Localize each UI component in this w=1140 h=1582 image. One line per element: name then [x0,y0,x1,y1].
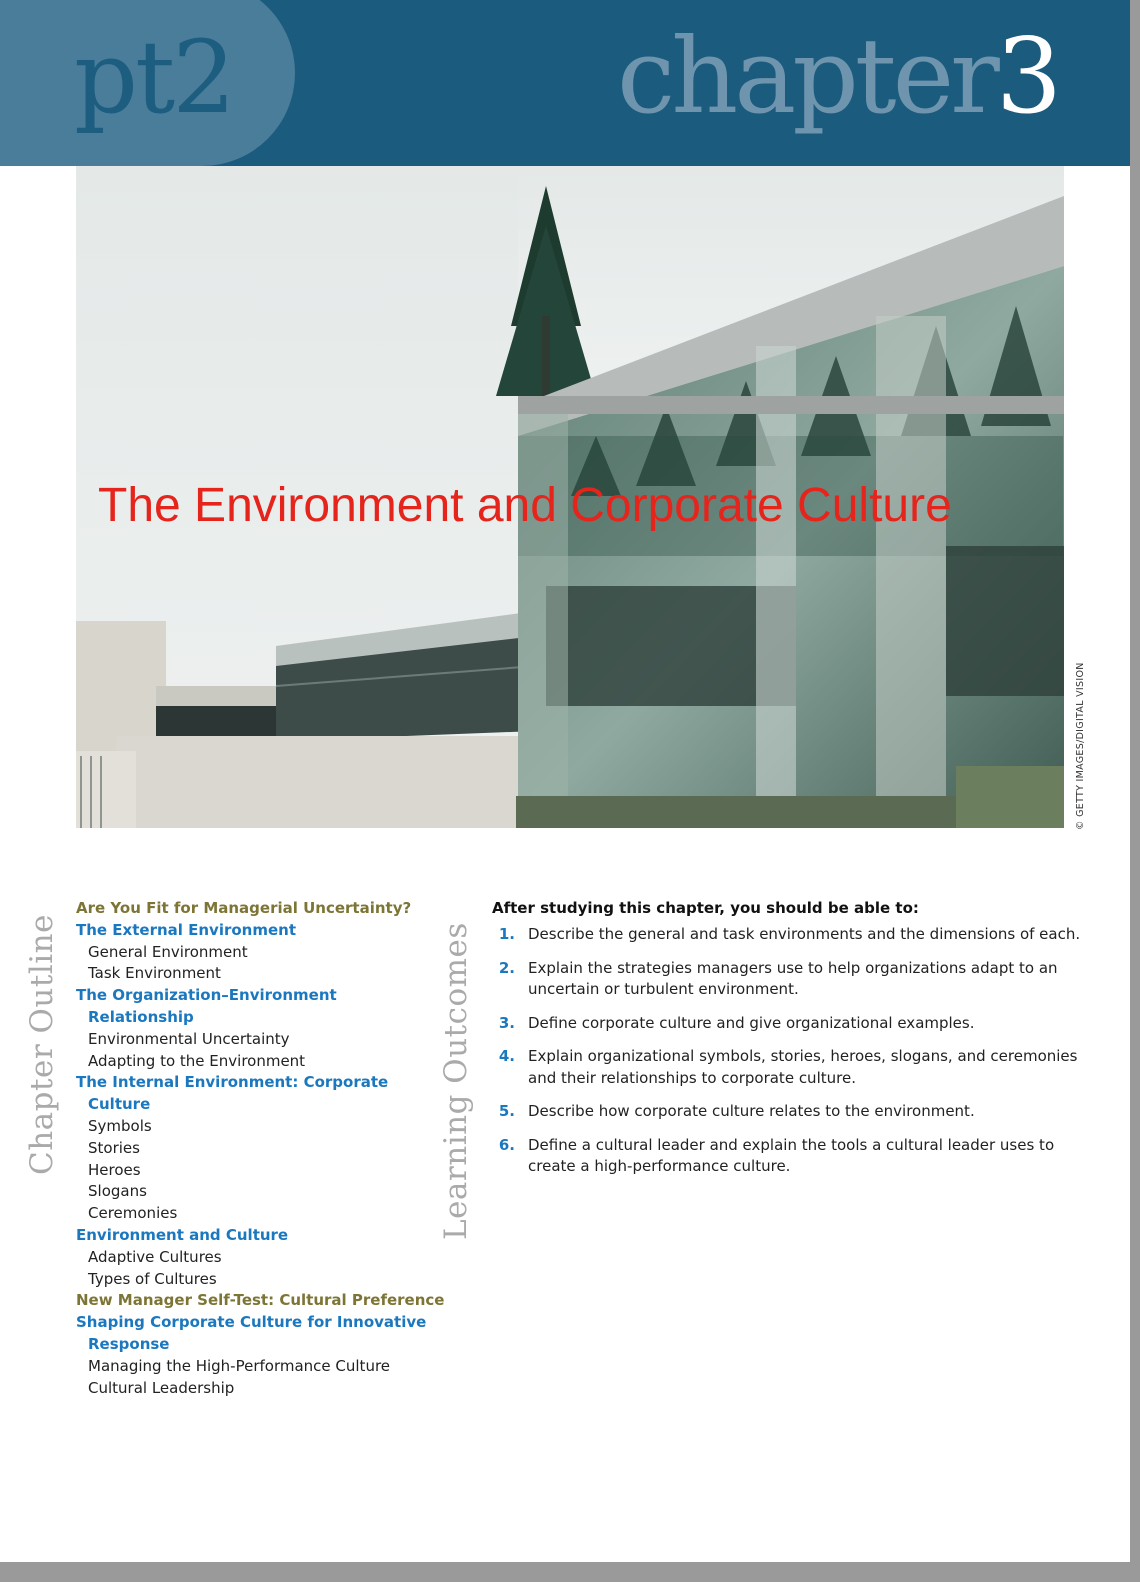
learning-outcomes-label: Learning Outcomes [438,922,474,1240]
learning-outcome-item [492,1013,1092,1035]
chapter-heading [616,15,1058,137]
outline-item: Types of Cultures [88,1269,217,1288]
cover-photo [76,166,1064,828]
outline-item: Ceremonies [88,1204,178,1223]
outline-item: The Internal Environment: Corporate [76,1073,389,1092]
photo-credit: © GETTY IMAGES/DIGITAL VISION [1075,662,1086,830]
learning-outcomes [492,898,1092,1190]
outline-item: Managing the High-Performance Culture [88,1356,391,1375]
learning-outcome-item [492,1046,1092,1089]
chapter-outline-label: Chapter Outline [24,914,60,1175]
outline-item: Culture [88,1095,151,1114]
outcome-text: Define a cultural leader and explain the tools a cultural leader uses to create a high-performance culture. [528,1135,1055,1175]
outline-item: Heroes [88,1160,141,1179]
chapter-outline-list [76,898,445,1399]
outline-item: Adaptive Cultures [88,1247,222,1266]
part-label: pt2 [74,19,233,136]
outline-item: Environmental Uncertainty [88,1029,290,1048]
chapter-title: The Environment and Corporate Culture [98,479,952,532]
outline-item: New Manager Self-Test: Cultural Preference [76,1291,445,1310]
learning-outcome-item [492,1101,1092,1123]
outline-item: General Environment [88,942,248,961]
outline-item: Are You Fit for Managerial Uncertainty? [76,899,412,917]
outline-item: Task Environment [88,964,221,983]
outline-item: Cultural Leadership [88,1378,235,1397]
outcome-number: 6. [498,1135,515,1154]
outline-item: Environment and Culture [76,1225,289,1244]
outcome-number: 5. [498,1102,515,1120]
outcome-text: Explain the strategies managers use to help organizations adapt to an uncertain or turbulent environment. [528,958,1058,998]
outline-item: Relationship [88,1007,194,1026]
chapter-word: chapter [616,15,996,137]
chapter-number: 3 [995,15,1058,137]
learning-outcome-item [492,1135,1092,1178]
learning-outcome-item [492,958,1092,1001]
outcome-text: Explain organizational symbols, stories, heroes, slogans, and ceremonies and their relationships to corporate culture. [528,1047,1078,1087]
outcome-text: Describe the general and task environments and the dimensions of each. [528,925,1081,943]
outcome-text: Describe how corporate culture relates to the environment. [528,1102,975,1120]
outline-item: Symbols [88,1116,152,1135]
chapter-header-band [0,0,1130,166]
outcome-number: 4. [498,1047,515,1065]
outline-item: The Organization–Environment [76,986,337,1005]
outline-item: The External Environment [76,920,297,939]
outline-item: Response [88,1334,170,1353]
outcome-text: Define corporate culture and give organizational examples. [528,1013,975,1032]
outline-item: Stories [88,1138,140,1157]
outline-item: Adapting to the Environment [88,1051,306,1070]
outline-item: Slogans [88,1182,147,1201]
outcome-number: 2. [498,958,515,977]
outcomes-list [492,924,1092,1178]
outcome-number: 3. [498,1013,515,1032]
outcome-number: 1. [498,925,515,943]
outline-item: Shaping Corporate Culture for Innovative [76,1313,427,1332]
outcomes-intro: After studying this chapter, you should be able to: [492,899,919,917]
learning-outcome-item [492,924,1092,946]
